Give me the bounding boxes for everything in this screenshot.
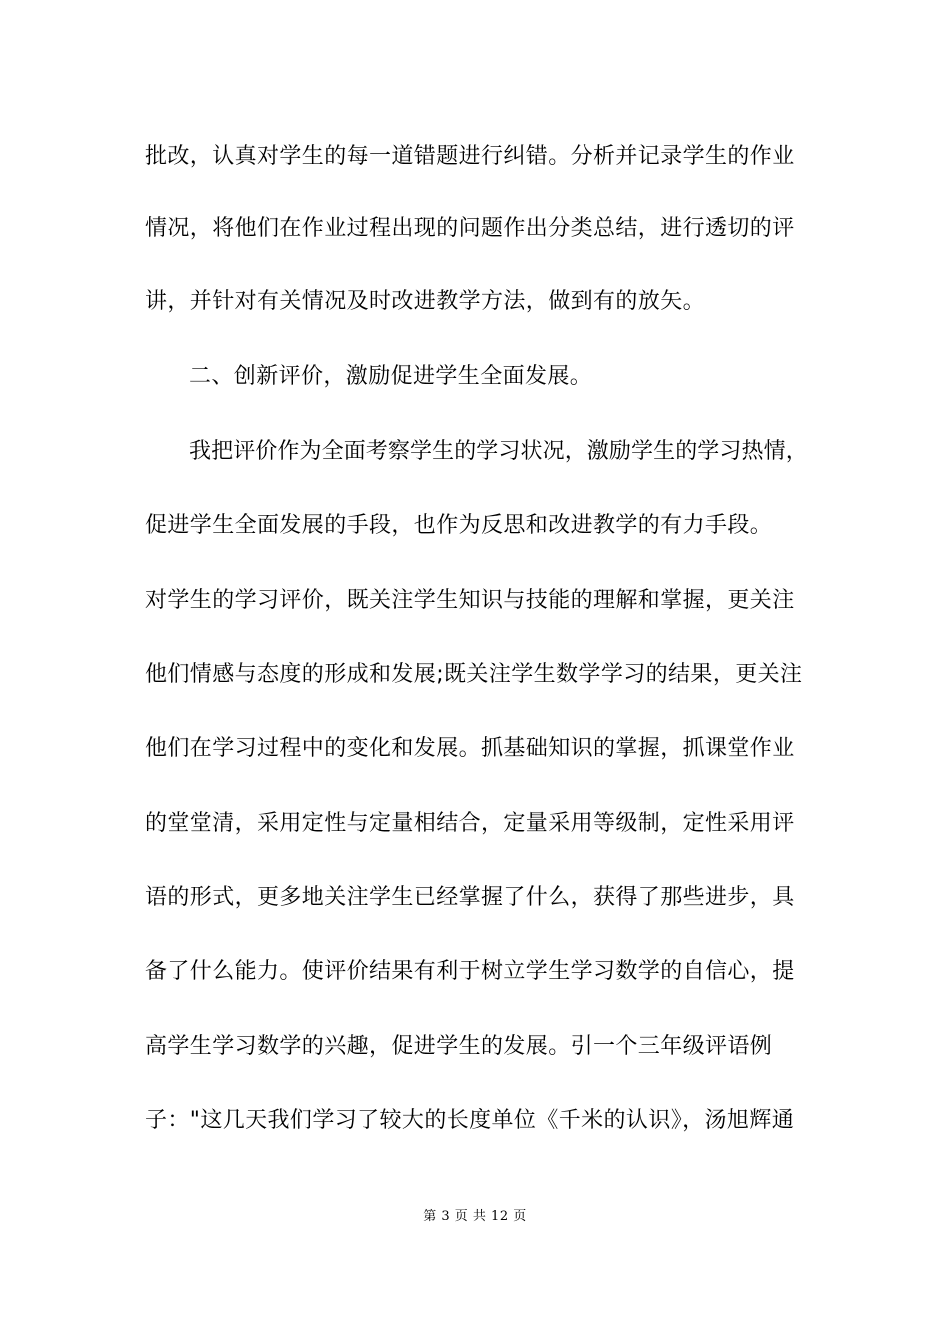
paragraph-line: 批改，认真对学生的每一道错题进行纠错。分析并记录学生的作业	[145, 144, 795, 169]
paragraph-line: 高学生学习数学的兴趣，促进学生的发展。引一个三年级评语例	[145, 1034, 773, 1059]
paragraph-line: 语的形式，更多地关注学生已经掌握了什么，获得了那些进步，具	[145, 885, 795, 910]
paragraph-line: 讲，并针对有关情况及时改进教学方法，做到有的放矢。	[145, 289, 706, 314]
paragraph-line: 子："这几天我们学习了较大的长度单位《千米的认识》，汤旭辉通	[145, 1108, 795, 1133]
paragraph-line: 情况，将他们在作业过程出现的问题作出分类总结，进行透切的评	[145, 216, 795, 241]
paragraph-line: 对学生的学习评价，既关注学生知识与技能的理解和掌握，更关注	[145, 588, 795, 613]
paragraph-line: 的堂堂清，采用定性与定量相结合，定量采用等级制，定性采用评	[145, 811, 795, 836]
paragraph-line: 我把评价作为全面考察学生的学习状况，激励学生的学习热情，	[189, 439, 808, 464]
paragraph-line: 他们情感与态度的形成和发展;既关注学生数学学习的结果，更关注	[145, 662, 803, 687]
paragraph-line: 备了什么能力。使评价结果有利于树立学生学习数学的自信心，提	[145, 959, 795, 984]
page-number-footer: 第 3 页 共 12 页	[423, 1209, 527, 1224]
section-heading: 二、创新评价，激励促进学生全面发展。	[189, 364, 593, 389]
paragraph-line: 促进学生全面发展的手段，也作为反思和改进教学的有力手段。	[145, 513, 773, 538]
paragraph-line: 他们在学习过程中的变化和发展。抓基础知识的掌握，抓课堂作业	[145, 736, 795, 761]
